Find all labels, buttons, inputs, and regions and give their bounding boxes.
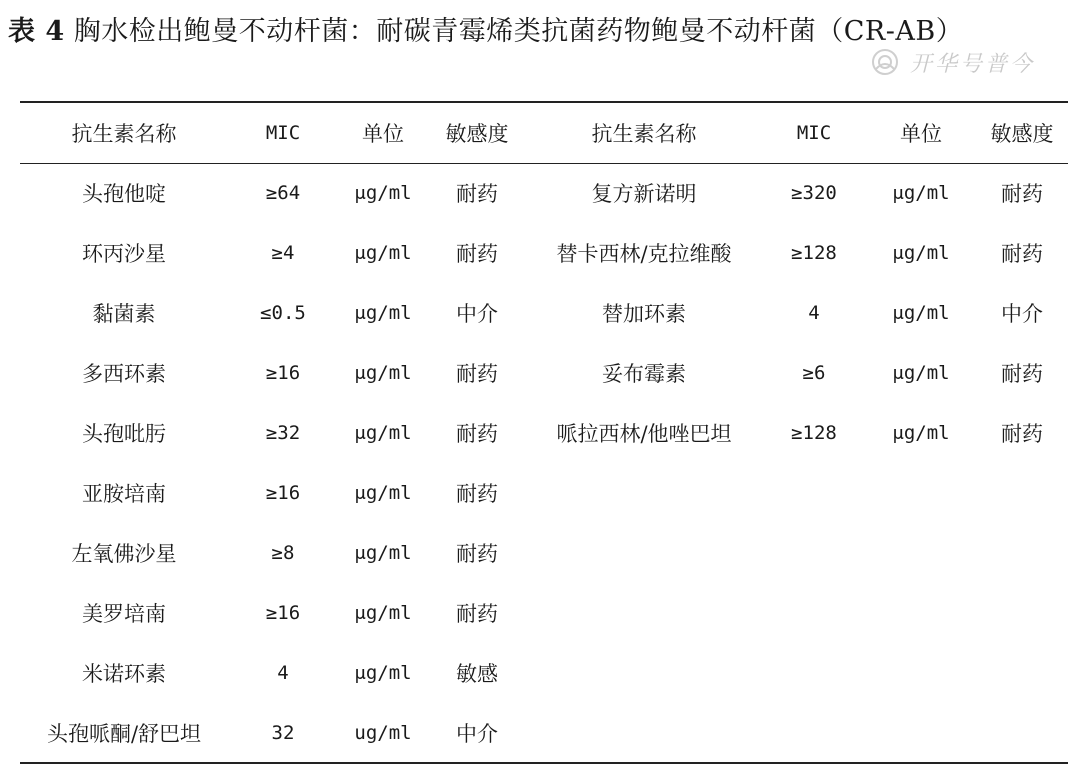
sensitivity-right: 耐药 <box>1001 422 1043 446</box>
unit-right: μg/ml <box>892 242 950 264</box>
mic-value-left: ≥64 <box>265 182 301 205</box>
antibiotic-name-right: 替卡西林/克拉维酸 <box>556 242 732 266</box>
header-mic-left: MIC <box>228 102 338 163</box>
mic-value-right <box>762 463 866 523</box>
table-row <box>20 343 1068 403</box>
antibiotic-name-right <box>526 643 762 703</box>
unit-left: μg/ml <box>354 662 412 684</box>
sensitivity-left: 耐药 <box>456 542 498 566</box>
sensitivity-left: 耐药 <box>456 182 498 207</box>
mic-value-left: ≥16 <box>265 602 301 624</box>
header-sensitivity-left: 敏感度 <box>428 102 526 163</box>
unit-left: μg/ml <box>354 422 412 444</box>
mic-value-right <box>762 703 866 763</box>
unit-right <box>866 643 976 703</box>
antibiotic-name-left: 头孢他啶 <box>82 182 166 207</box>
sensitivity-right <box>976 583 1068 643</box>
antibiotic-name-left: 亚胺培南 <box>82 482 166 506</box>
sensitivity-left: 中介 <box>428 703 526 763</box>
unit-left: μg/ml <box>354 362 412 384</box>
unit-left: μg/ml <box>354 542 412 564</box>
seal-logo-icon <box>870 47 900 77</box>
sensitivity-left: 中介 <box>456 302 498 326</box>
mic-value-right <box>762 523 866 583</box>
mic-value-right <box>762 643 866 703</box>
antibiotic-name-left: 环丙沙星 <box>82 242 166 266</box>
header-mic-right: MIC <box>762 102 866 163</box>
mic-value-left: 4 <box>277 662 289 684</box>
table-header-row <box>20 102 1068 163</box>
sensitivity-right <box>976 463 1068 523</box>
table-row <box>20 403 1068 463</box>
watermark-text: 开华号普今 <box>910 51 1036 77</box>
mic-value-right: ≥320 <box>791 182 837 205</box>
sensitivity-left: 耐药 <box>456 602 498 626</box>
mic-value-left: ≥16 <box>265 362 301 384</box>
unit-right <box>866 703 976 763</box>
header-antibiotic-name-left: 抗生素名称 <box>20 102 228 163</box>
sensitivity-left: 敏感 <box>456 662 498 686</box>
table-caption-text: 胸水检出鲍曼不动杆菌：耐碳青霉烯类抗菌药物鲍曼不动杆菌（CR-AB） <box>64 16 964 47</box>
unit-right: μg/ml <box>892 422 950 444</box>
unit-right: μg/ml <box>892 182 950 205</box>
table-row <box>20 643 1068 703</box>
header-unit-left: 单位 <box>338 102 428 163</box>
table-row <box>20 523 1068 583</box>
mic-value-left: ≥4 <box>271 242 295 264</box>
mic-value-right <box>762 583 866 643</box>
unit-left: μg/ml <box>354 182 412 205</box>
sensitivity-left: 耐药 <box>456 242 498 266</box>
antibiotic-name-right: 哌拉西林/他唑巴坦 <box>556 422 732 446</box>
unit-left: μg/ml <box>354 302 412 324</box>
table-row <box>20 283 1068 343</box>
unit-right <box>866 463 976 523</box>
sensitivity-right: 耐药 <box>1001 362 1043 386</box>
header-antibiotic-name-right: 抗生素名称 <box>526 102 762 163</box>
mic-value-right: 4 <box>808 302 820 324</box>
antibiotic-name-right <box>526 703 762 763</box>
unit-right <box>866 583 976 643</box>
antibiotic-name-left: 多西环素 <box>82 362 166 386</box>
header-unit-right: 单位 <box>866 102 976 163</box>
mic-value-left: ≤0.5 <box>260 302 306 324</box>
sensitivity-right: 中介 <box>1001 302 1043 326</box>
susceptibility-table <box>20 101 1068 764</box>
unit-left: μg/ml <box>354 602 412 624</box>
table-number: 表 4 <box>8 16 65 47</box>
unit-right: μg/ml <box>892 302 950 324</box>
antibiotic-name-right <box>526 463 762 523</box>
sensitivity-right <box>976 643 1068 703</box>
mic-value-left: ≥32 <box>265 422 301 444</box>
mic-value-right: ≥128 <box>791 242 837 264</box>
antibiotic-name-left: 美罗培南 <box>82 602 166 626</box>
mic-value-right: ≥128 <box>791 422 837 444</box>
table-row <box>20 703 1068 763</box>
antibiotic-name-left: 左氧佛沙星 <box>71 542 177 566</box>
antibiotic-name-left: 头孢吡肟 <box>82 422 166 446</box>
sensitivity-left: 耐药 <box>456 362 498 386</box>
sensitivity-left: 耐药 <box>456 422 498 446</box>
sensitivity-right: 耐药 <box>1001 182 1043 207</box>
antibiotic-name-right: 替加环素 <box>602 302 686 326</box>
antibiotic-name-left: 黏菌素 <box>92 302 156 326</box>
mic-value-right: ≥6 <box>802 362 826 384</box>
header-sensitivity-right: 敏感度 <box>976 102 1068 163</box>
unit-right: μg/ml <box>892 362 950 384</box>
unit-left: ug/ml <box>338 703 428 763</box>
table-row <box>20 583 1068 643</box>
mic-value-left: 32 <box>228 703 338 763</box>
watermark <box>870 44 1060 80</box>
antibiotic-name-right <box>526 583 762 643</box>
mic-value-left: ≥16 <box>265 482 301 504</box>
table-row <box>20 163 1068 223</box>
sensitivity-right <box>976 523 1068 583</box>
antibiotic-name-right: 复方新诺明 <box>591 182 697 207</box>
unit-right <box>866 523 976 583</box>
sensitivity-left: 耐药 <box>456 482 498 506</box>
unit-left: μg/ml <box>354 242 412 264</box>
table-row <box>20 463 1068 523</box>
antibiotic-name-right: 妥布霉素 <box>602 362 686 386</box>
antibiotic-name-left: 米诺环素 <box>82 662 166 686</box>
sensitivity-right: 耐药 <box>1001 242 1043 266</box>
table-row <box>20 223 1068 283</box>
antibiotic-name-right <box>526 523 762 583</box>
sensitivity-right <box>976 703 1068 763</box>
unit-left: μg/ml <box>354 482 412 504</box>
antibiotic-name-left: 头孢哌酮/舒巴坦 <box>20 703 228 763</box>
mic-value-left: ≥8 <box>271 542 295 564</box>
